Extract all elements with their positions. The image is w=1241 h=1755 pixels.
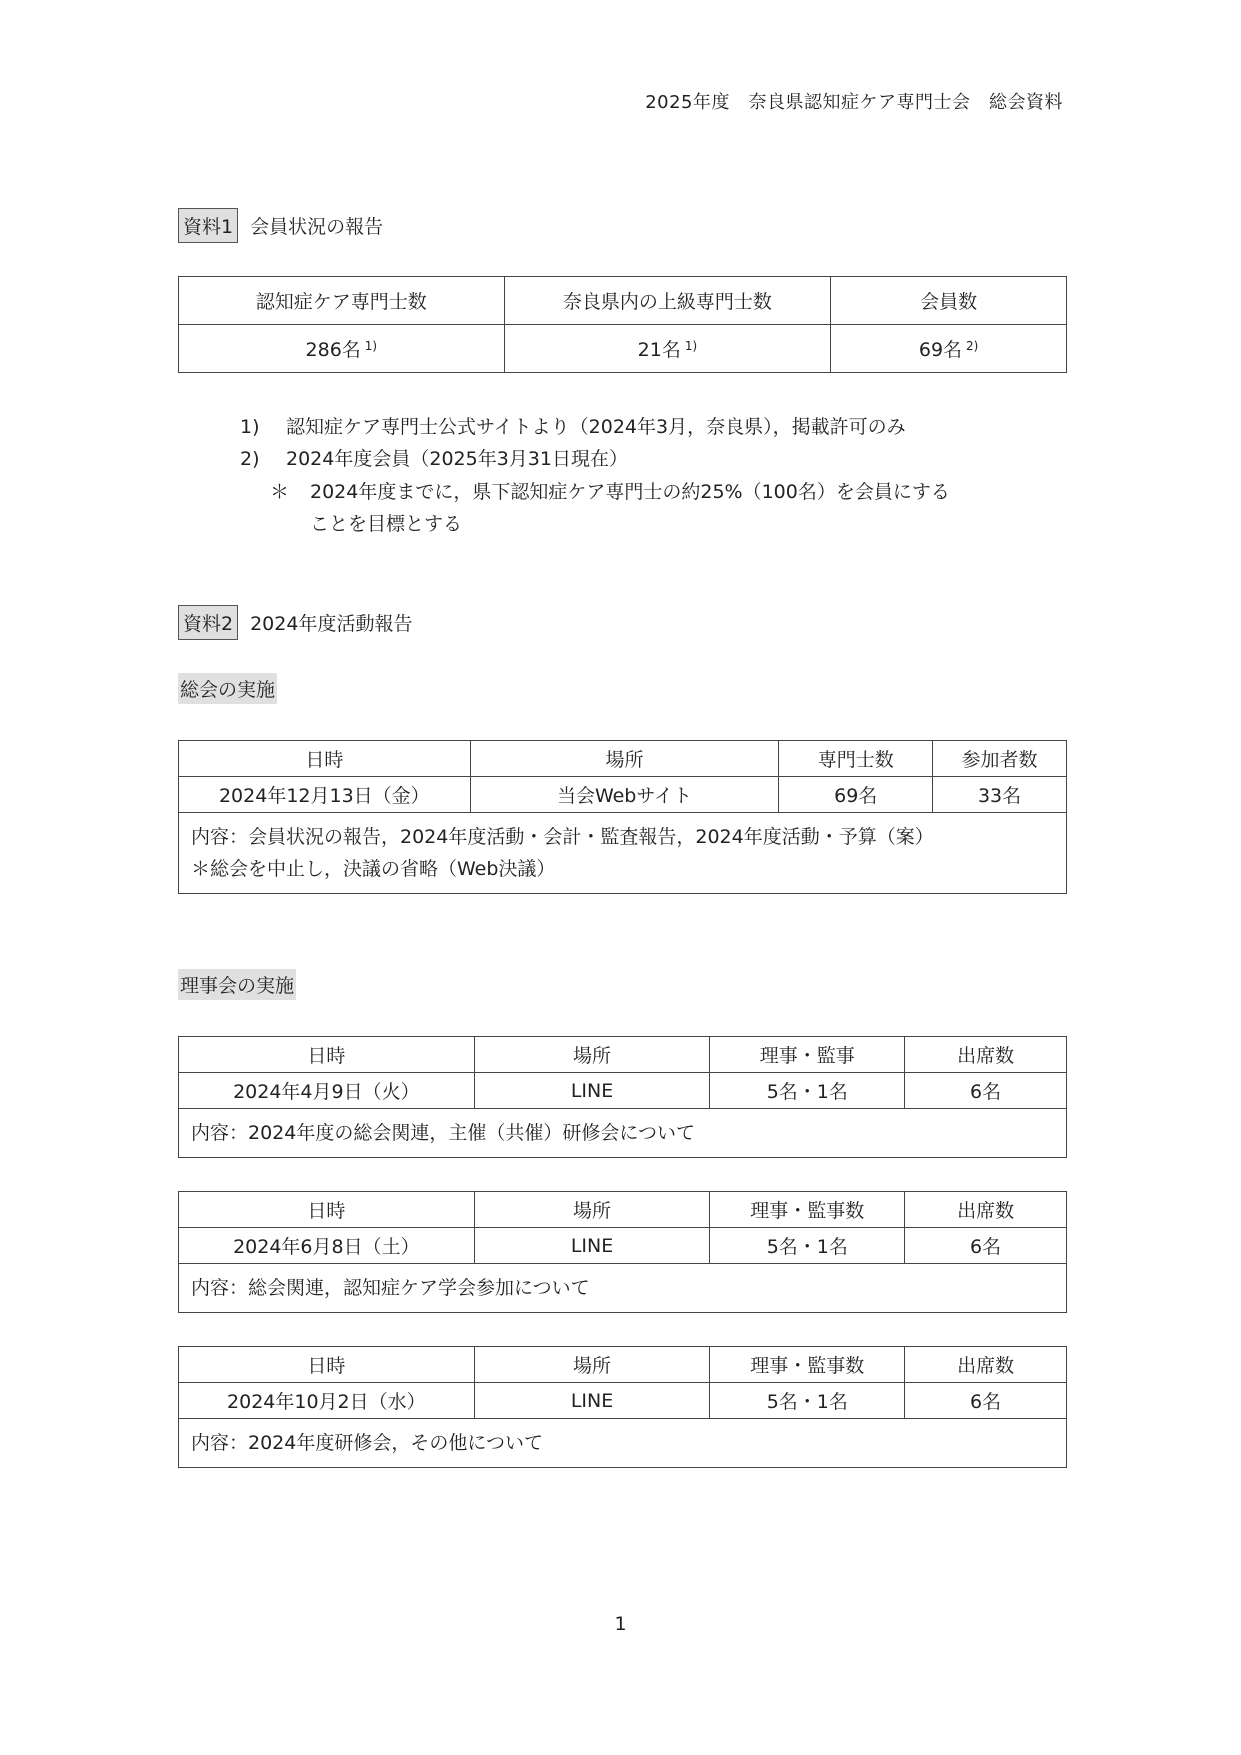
table-header-row bbox=[179, 741, 1067, 777]
content-cell: 内容：会員状況の報告，2024年度活動・会計・監査報告，2024年度活動・予算（案） ＊総会を中止し，決議の省略（Web決議） bbox=[179, 813, 1067, 894]
attendance-cell: 6名 bbox=[905, 1073, 1067, 1109]
header-cell: 理事・監事数 bbox=[710, 1192, 905, 1228]
membership-table bbox=[178, 276, 1067, 373]
general-meeting-heading: 総会の実施 bbox=[178, 673, 277, 704]
content-row bbox=[179, 1419, 1067, 1468]
footnote-ref: 2) bbox=[966, 339, 979, 353]
date-cell: 2024年10月2日（水） bbox=[179, 1383, 475, 1419]
members-cell: 5名・1名 bbox=[710, 1228, 905, 1264]
place-cell: LINE bbox=[474, 1383, 710, 1419]
content-row bbox=[179, 813, 1067, 894]
document-header: 2025年度 奈良県認知症ケア専門士会 総会資料 bbox=[645, 92, 1063, 113]
content-row bbox=[179, 1109, 1067, 1158]
header-cell: 専門士数 bbox=[779, 741, 933, 777]
table-header-row bbox=[179, 1347, 1067, 1383]
board-meeting-table bbox=[178, 1036, 1067, 1158]
section2-title: 2024年度活動報告 bbox=[250, 613, 413, 635]
table-row bbox=[179, 1383, 1067, 1419]
value-cell: 69名 $^{2)}$ bbox=[831, 325, 1067, 373]
content-row bbox=[179, 1264, 1067, 1313]
date-cell: 2024年4月9日（火） bbox=[179, 1073, 475, 1109]
table-header-row bbox=[179, 1192, 1067, 1228]
members-cell: 5名・1名 bbox=[710, 1383, 905, 1419]
header-cell: 会員数 bbox=[831, 277, 1067, 325]
board-meeting-table bbox=[178, 1346, 1067, 1468]
table-row bbox=[179, 777, 1067, 813]
place-cell: 当会Webサイト bbox=[470, 777, 779, 813]
header-cell: 理事・監事 bbox=[710, 1037, 905, 1073]
value-cell: 286名 $^{1)}$ bbox=[179, 325, 505, 373]
header-cell: 出席数 bbox=[905, 1037, 1067, 1073]
header-cell: 理事・監事数 bbox=[710, 1347, 905, 1383]
section2-tag: 資料2 bbox=[178, 605, 238, 640]
page-number: 1 bbox=[614, 1613, 627, 1635]
attendance-cell: 6名 bbox=[905, 1383, 1067, 1419]
table-row bbox=[179, 1228, 1067, 1264]
attendance-cell: 6名 bbox=[905, 1228, 1067, 1264]
place-cell: LINE bbox=[474, 1228, 710, 1264]
goal-note-line2: ことを目標とする bbox=[310, 513, 463, 535]
value-cell: 21名 $^{1)}$ bbox=[504, 325, 831, 373]
header-cell: 場所 bbox=[474, 1037, 710, 1073]
header-cell: 日時 bbox=[179, 1037, 475, 1073]
header-cell: 出席数 bbox=[905, 1192, 1067, 1228]
header-cell: 場所 bbox=[470, 741, 779, 777]
general-meeting-table bbox=[178, 740, 1067, 894]
section1-title: 会員状況の報告 bbox=[250, 216, 384, 238]
section2-heading bbox=[178, 605, 412, 640]
date-cell: 2024年12月13日（金） bbox=[179, 777, 471, 813]
table-header-row bbox=[179, 1037, 1067, 1073]
header-cell: 日時 bbox=[179, 741, 471, 777]
board-meeting-heading: 理事会の実施 bbox=[178, 969, 296, 1000]
table-row bbox=[179, 1073, 1067, 1109]
attendance-cell: 33名 bbox=[933, 777, 1067, 813]
place-cell: LINE bbox=[474, 1073, 710, 1109]
footnote-ref: 1) bbox=[684, 339, 698, 353]
board-meeting-table bbox=[178, 1191, 1067, 1313]
membership-header-row bbox=[179, 277, 1067, 325]
section1-heading bbox=[178, 208, 383, 243]
header-cell: 場所 bbox=[474, 1347, 710, 1383]
header-cell: 奈良県内の上級専門士数 bbox=[504, 277, 831, 325]
count-cell: 69名 bbox=[779, 777, 933, 813]
header-cell: 場所 bbox=[474, 1192, 710, 1228]
section1-tag: 資料1 bbox=[178, 208, 238, 243]
header-cell: 日時 bbox=[179, 1347, 475, 1383]
date-cell: 2024年6月8日（土） bbox=[179, 1228, 475, 1264]
membership-value-row bbox=[179, 325, 1067, 373]
header-cell: 出席数 bbox=[905, 1347, 1067, 1383]
content-cell: 内容：2024年度研修会，その他について bbox=[179, 1419, 1067, 1468]
header-cell: 日時 bbox=[179, 1192, 475, 1228]
footnote-1: 1) 認知症ケア専門士公式サイトより（2024年3月，奈良県），掲載許可のみ bbox=[240, 416, 906, 438]
content-cell: 内容：2024年度の総会関連，主催（共催）研修会について bbox=[179, 1109, 1067, 1158]
header-cell: 参加者数 bbox=[933, 741, 1067, 777]
content-cell: 内容：総会関連，認知症ケア学会参加について bbox=[179, 1264, 1067, 1313]
footnote-ref: 1) bbox=[364, 339, 378, 353]
goal-note: ＊ 2024年度までに，県下認知症ケア専門士の約25%（100名）を会員にする bbox=[270, 481, 950, 503]
header-cell: 認知症ケア専門士数 bbox=[179, 277, 505, 325]
footnote-2: 2) 2024年度会員（2025年3月31日現在） bbox=[240, 448, 628, 470]
members-cell: 5名・1名 bbox=[710, 1073, 905, 1109]
